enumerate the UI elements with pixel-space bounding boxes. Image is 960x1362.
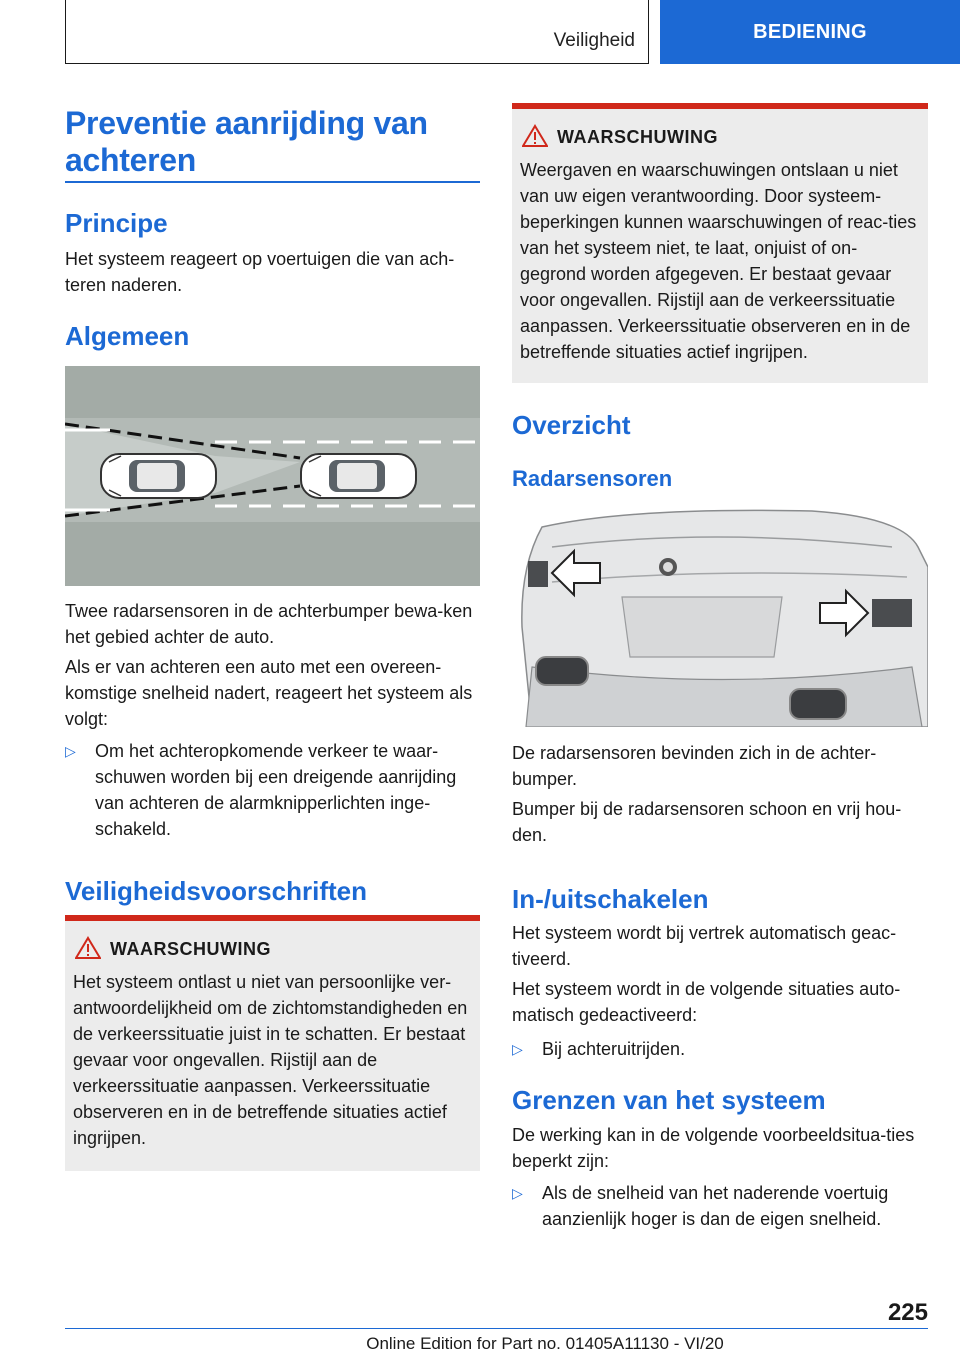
- list-item: [65, 738, 480, 844]
- list-item: [512, 1036, 928, 1064]
- heading-veiligheidsvoorschriften: Veiligheidsvoorschriften: [65, 876, 367, 906]
- footer-edition-text: Online Edition for Part no. 01405A11130 - VI/20: [366, 1334, 724, 1353]
- heading-radarsensoren: Radarsensoren: [512, 466, 673, 491]
- bullet-text: Om het achteropkomende verkeer te waar-schuwen worden bij een dreigende aanrijding van achteren de alarmknipperlichten inge-schakeld.: [95, 741, 457, 839]
- grenzen-text-1: De werking kan in de volgende voorbeeldsitua-ties beperkt zijn:: [512, 1125, 915, 1171]
- warning-triangle-icon: [75, 936, 101, 960]
- warning-text: Weergaven en waarschuwingen ontslaan u niet van uw eigen verantwoording. Door systeem-beperkingen kunnen waarschuwingen of reac-ties van het systeem niet, te laat, onjuist of on-gegrond worden afgegeven. Er bestaat gevaar voor ongevallen. Rijstijl aan de verkeerssituatie aanpassen. Verkeerssituatie observeren en in de betreffende situaties actief ingrijpen.: [520, 160, 917, 362]
- footer-rule: [65, 1328, 928, 1329]
- algemeen-text-1: Twee radarsensoren in de achterbumper bewa-ken het gebied achter de auto.: [65, 601, 473, 647]
- page-title: Preventie aanrijding van achteren: [65, 105, 428, 178]
- inuit-text-2: Het systeem wordt in de volgende situaties auto-matisch gedeactiveerd:: [512, 979, 901, 1025]
- overzicht-text-1: De radarsensoren bevinden zich in de achter-bumper.: [512, 743, 877, 789]
- warning-text: Het systeem ontlast u niet van persoonlijke ver-antwoordelijkheid om de zichtomstandigheden en de verkeerssituatie juist in te schatten. Er bestaat gevaar voor ongevallen. Rijstijl aan de verkeerssituatie aanpassen. Verkeerssituatie observeren en in de betreffende situaties actief ingrijpen.: [73, 972, 468, 1148]
- algemeen-text-2: Als er van achteren een auto met een overeen-komstige snelheid nadert, reageert het systeem als volgt:: [65, 657, 473, 729]
- heading-algemeen: Algemeen: [65, 321, 190, 351]
- rear-bumper-figure: [512, 507, 928, 727]
- bullet-text: Bij achteruitrijden.: [542, 1039, 686, 1059]
- radar-coverage-illustration: [65, 366, 480, 586]
- heading-grenzen: Grenzen van het systeem: [512, 1085, 826, 1115]
- inuit-text-1: Het systeem wordt bij vertrek automatisch geac-tiveerd.: [512, 923, 897, 969]
- principe-text: Het systeem reageert op voertuigen die van ach-teren naderen.: [65, 249, 455, 295]
- bullet-triangle-icon: ▷: [65, 743, 76, 759]
- list-item: [512, 1180, 928, 1234]
- warning-box-2: [512, 103, 928, 383]
- bullet-text: Als de snelheid van het naderende voertuig aanzienlijk hoger is dan de eigen snelheid.: [542, 1183, 889, 1229]
- warning-triangle-icon: [522, 124, 548, 148]
- warning-label: WAARSCHUWING: [110, 939, 271, 959]
- warning-label: WAARSCHUWING: [557, 127, 718, 147]
- page-number: 225: [887, 1299, 928, 1326]
- bullet-triangle-icon: ▷: [512, 1185, 523, 1201]
- overzicht-text-2: Bumper bij de radarsensoren schoon en vrij hou-den.: [512, 799, 902, 845]
- heading-overzicht: Overzicht: [512, 410, 631, 440]
- bullet-triangle-icon: ▷: [512, 1041, 523, 1057]
- rear-bumper-illustration: [512, 507, 928, 727]
- radar-coverage-figure: [65, 366, 480, 586]
- warning-box-1: [65, 915, 480, 1171]
- header-chapter-tab[interactable]: BEDIENING: [660, 0, 960, 64]
- title-rule: [65, 181, 480, 183]
- header-section-label: Veiligheid: [553, 30, 635, 51]
- heading-in-uitschakelen: In-/uitschakelen: [512, 884, 709, 914]
- heading-principe: Principe: [65, 208, 168, 238]
